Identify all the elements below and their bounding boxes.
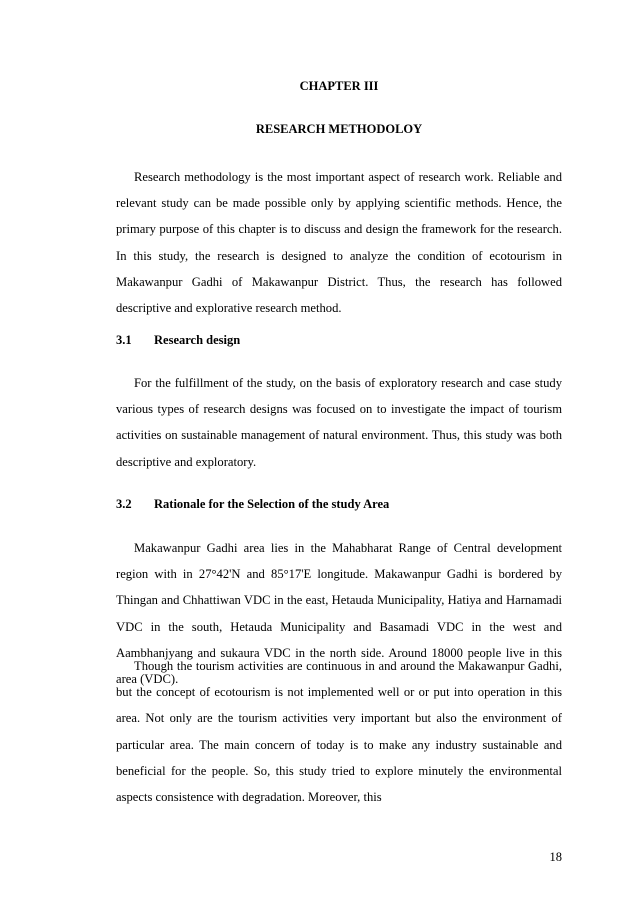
section-title: Rationale for the Selection of the study Area (154, 497, 390, 511)
section-number: 3.1 (116, 333, 132, 347)
section-title: Research design (154, 333, 241, 347)
research-design-paragraph: For the fulfillment of the study, on the basis of exploratory research and case study various types of research designs was focused on to investigate the impact of tourism activities on sustainable management of natural environment. Thus, this study was both descriptive and exploratory. (116, 376, 562, 469)
section-heading-research-design (116, 333, 240, 348)
intro-paragraph: Research methodology is the most important aspect of research work. Reliable and relevant study can be made possible only by applying scientific methods. Hence, the primary purpose of this chapter is to discuss and design the framework for the research. In this study, the research is designed to analyze the condition of ecotourism in Makawanpur Gadhi of Makawanpur District. Thus, the research has followed descriptive and explorative research method. (116, 170, 562, 316)
section-heading-study-area (116, 497, 389, 512)
section-number: 3.2 (116, 497, 132, 511)
chapter-title: CHAPTER III (299, 79, 379, 93)
chapter-subtitle: RESEARCH METHODOLOY (255, 122, 423, 136)
study-area-paragraph-2: Though the tourism activities are continuous in and around the Makawanpur Gadhi, but the concept of ecotourism is not implemented well or or put into operation in this area. Not only are the tourism activities very important but also the environment of particular area. The main concern of today is to make any industry sustainable and beneficial for the people. So, this study tried to explore minutely the environmental aspects consistence with degradation. Moreover, this (116, 659, 562, 805)
study-area-paragraph-1: Makawanpur Gadhi area lies in the Mahabharat Range of Central development region with in 27°42'N and 85°17'E longitude. Makawanpur Gadhi is bordered by Thingan and Chhattiwan VDC in the east, Hetauda Municipality, Hatiya and Harnamadi VDC in the south, Hetauda Municipality and Basamadi VDC in the west and Aambhanjyang and sukaura VDC in the north side. Around 18000 people live in this area (VDC). (116, 541, 562, 687)
page-number: 18 (549, 850, 562, 864)
